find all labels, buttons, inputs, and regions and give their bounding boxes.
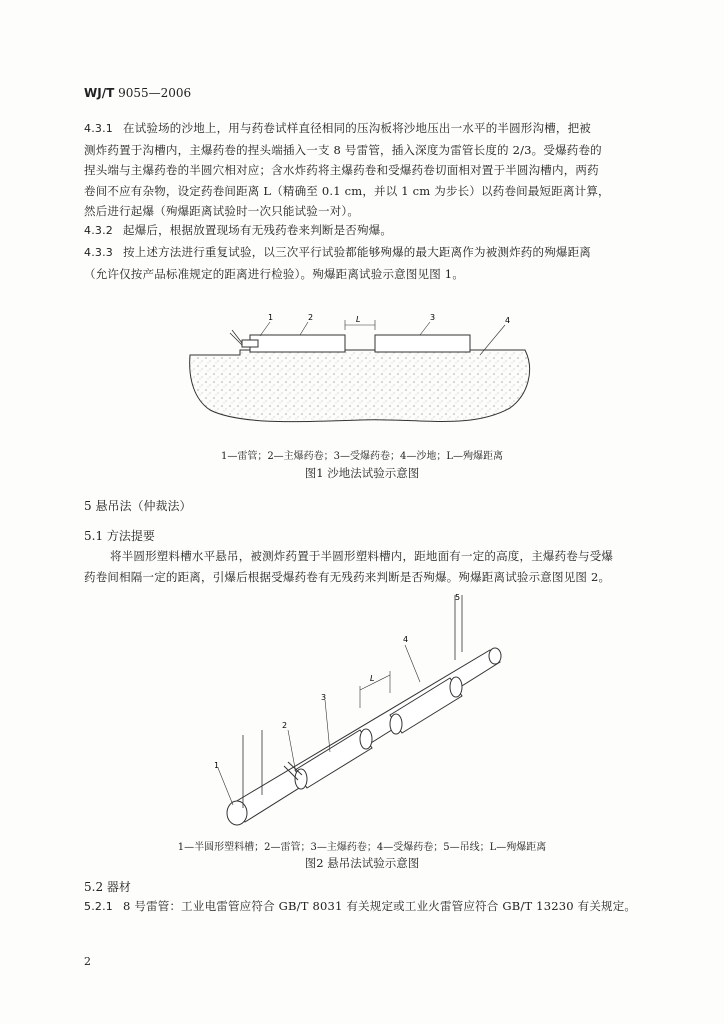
clause-number: 4.3.2 — [84, 224, 113, 237]
clause-text: 8 号雷管：工业电雷管应符合 GB/T 8031 有关规定或工业火雷管应符合 GB/T 13230 有关规定。 — [123, 899, 637, 913]
section-5-title: 5 悬吊法（仲裁法） — [84, 499, 192, 513]
section-5-1-title: 5.1 方法提要 — [84, 529, 155, 543]
section-5-1-body — [84, 546, 654, 587]
clause-line: 在试验场的沙地上，用与药卷试样直径相同的压沟板将沙地压出一水平的半圆形沟槽，把被 — [123, 121, 591, 135]
clause-line: 捏头端与主爆药卷的半圆穴相对应；含水炸药将主爆药卷和受爆药卷切面相对置于半圆沟槽内，两药 — [84, 163, 599, 177]
clause-text: 起爆后，根据放置现场有无残药卷来判断是否殉爆。 — [123, 223, 393, 237]
figure-1-sand-method-diagram — [180, 300, 540, 435]
fig2-label-2: 2 — [282, 721, 288, 730]
figure-1-legend: 1—雷管；2—主爆药卷；3—受爆药卷；4—沙地；L—殉爆距离 — [220, 451, 504, 462]
fig1-label-2: 2 — [308, 313, 314, 322]
clause-line: 按上述方法进行重复试验，以三次平行试验都能够殉爆的最大距离作为被测炸药的殉爆距离 — [123, 245, 591, 259]
clause-4-3-2 — [84, 220, 654, 242]
fig2-label-4: 4 — [403, 635, 409, 644]
figure-2-caption: 图2 悬吊法试验示意图 — [304, 856, 420, 870]
clause-5-2-1 — [84, 896, 684, 918]
fig1-label-L: L — [356, 315, 361, 324]
document-header — [84, 86, 191, 100]
figure-2-suspension-method-diagram — [200, 590, 520, 835]
clause-line: 然后进行起爆（殉爆距离试验时一次只能试验一对）。 — [84, 204, 360, 218]
figure-2-legend: 1—半圆形塑料槽；2—雷管；3—主爆药卷；4—受爆药卷；5—吊线；L—殉爆距离 — [177, 842, 547, 853]
clause-line: （允许仅按产品标准规定的距离进行检验）。殉爆距离试验示意图见图 1。 — [84, 266, 465, 281]
clause-line: 测炸药置于沟槽内，主爆药卷的捏头端插入一支 8 号雷管，插入深度为雷管长度的 2/3。受爆药卷的 — [84, 142, 602, 157]
page-number: 2 — [84, 955, 91, 968]
fig2-label-3: 3 — [321, 693, 327, 702]
acceptor-cartridge — [375, 335, 470, 352]
standard-code-prefix: WJ/T — [84, 86, 115, 100]
fig1-label-1: 1 — [268, 313, 274, 322]
section-5-2-title: 5.2 器材 — [84, 880, 131, 894]
detonator — [242, 340, 258, 347]
clause-line: 卷间不应有杂物，设定药卷间距离 L（精确至 0.1 cm，并以 1 cm 为步长）以药卷间最短距离计算， — [84, 183, 610, 198]
fig1-label-3: 3 — [430, 313, 436, 322]
body-line: 药卷间相隔一定的距离，引爆后根据受爆药卷有无残药来判断是否殉爆。殉爆距离试验示意图见图 2。 — [84, 569, 611, 584]
fig1-label-4: 4 — [505, 316, 511, 325]
clause-4-3-1 — [84, 118, 654, 222]
fig2-label-5: 5 — [455, 593, 461, 602]
clause-number: 4.3.1 — [84, 122, 113, 135]
clause-4-3-3 — [84, 242, 654, 284]
body-line: 将半圆形塑料槽水平悬吊，被测炸药置于半圆形塑料槽内，距地面有一定的高度，主爆药卷与受爆 — [110, 549, 614, 563]
detonator-wire — [230, 330, 242, 345]
donor-cartridge — [250, 335, 345, 352]
clause-number: 4.3.3 — [84, 246, 113, 259]
fig2-label-L: L — [370, 674, 375, 683]
clause-number: 5.2.1 — [84, 900, 113, 913]
figure-1-caption: 图1 沙地法试验示意图 — [304, 466, 420, 480]
sand-ground — [190, 350, 530, 422]
standard-code-number: 9055—2006 — [118, 86, 192, 100]
fig2-label-1: 1 — [214, 761, 220, 770]
